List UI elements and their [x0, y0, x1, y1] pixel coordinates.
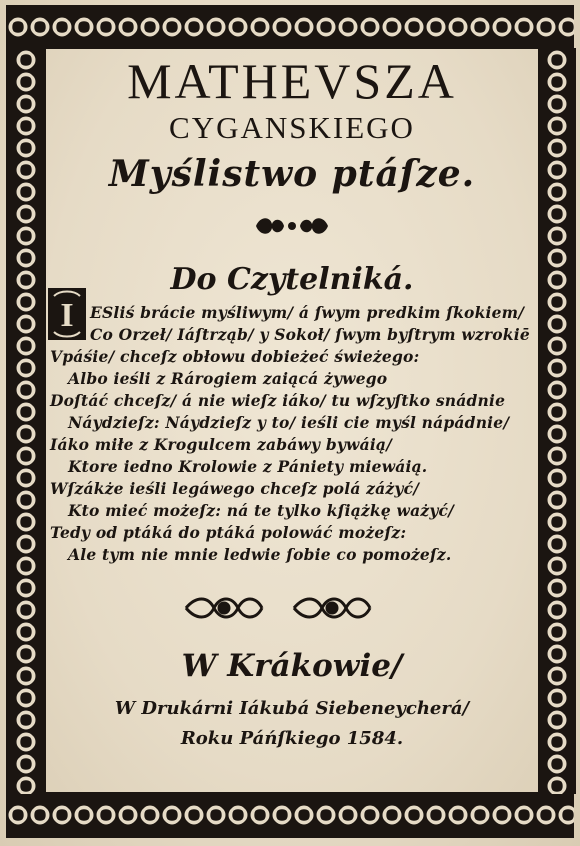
imprint-year: Roku Páńſkiego 1584.: [180, 728, 404, 749]
arabesque-ornament-left-icon: [182, 592, 266, 624]
work-title: Myślistwo ptáſze.: [108, 153, 476, 195]
verse-line: Ale tym nie mnie ledwie ſobie co pomożeſz.: [68, 545, 452, 564]
ornamental-border-top: [6, 5, 574, 49]
title-page-content: [46, 48, 538, 792]
verse-line: Co Orzeł/ Iáſtrząb/ y Sokoł/ ſwym byſtrym wzrokiē: [90, 325, 530, 344]
author-name: MATHEVSZA: [127, 53, 457, 109]
verse-line: Albo ieśli z Rárogiem zaiącá żywego: [68, 369, 388, 388]
verse-line: Vpáśie/ chceſz obłowu dobieżeć świeżego:: [50, 347, 420, 366]
imprint-place: W Krákowie/: [181, 648, 403, 684]
fleuron-ornament-icon: [252, 214, 332, 238]
ornamental-border-right: [538, 48, 576, 794]
dropcap-letter: I: [60, 297, 74, 334]
author-adjective: CYGANSKIEGO: [169, 110, 415, 145]
verse-line: ESliś brácie myśliwym/ á ſwym predkim ſkokiem/: [90, 303, 525, 322]
dropcap-initial-icon: [48, 288, 86, 340]
ornamental-border-bottom: [6, 792, 574, 838]
verse-line: Tedy od ptáká do ptáká polowáć możeſz:: [50, 523, 407, 542]
arabesque-ornament-right-icon: [290, 592, 374, 624]
verse-line: Doſtáć chceſz/ á nie wieſz iáko/ tu wſzyſtko snádnie: [50, 391, 506, 410]
imprint-printer: W Drukárni Iákubá Siebeneycherá/: [114, 698, 470, 719]
verse-line: Kto mieć możeſz: ná te tylko kſiążkę ważyć/: [68, 501, 455, 520]
verse-line: Náydzieſz: Náydzieſz y to/ ieśli cie myśl nápádnie/: [68, 413, 510, 432]
verse-line: Iáko miłe z Krogulcem zabáwy bywáią/: [50, 435, 393, 454]
ornamental-border-left: [6, 48, 46, 794]
verse-line: Ktore iedno Krolowie z Pániety miewáią.: [68, 457, 428, 476]
address-heading: Do Czytelniká.: [170, 262, 414, 297]
verse-line: Wſzákże ieśli legáwego chceſz polá záżyć/: [50, 479, 420, 498]
